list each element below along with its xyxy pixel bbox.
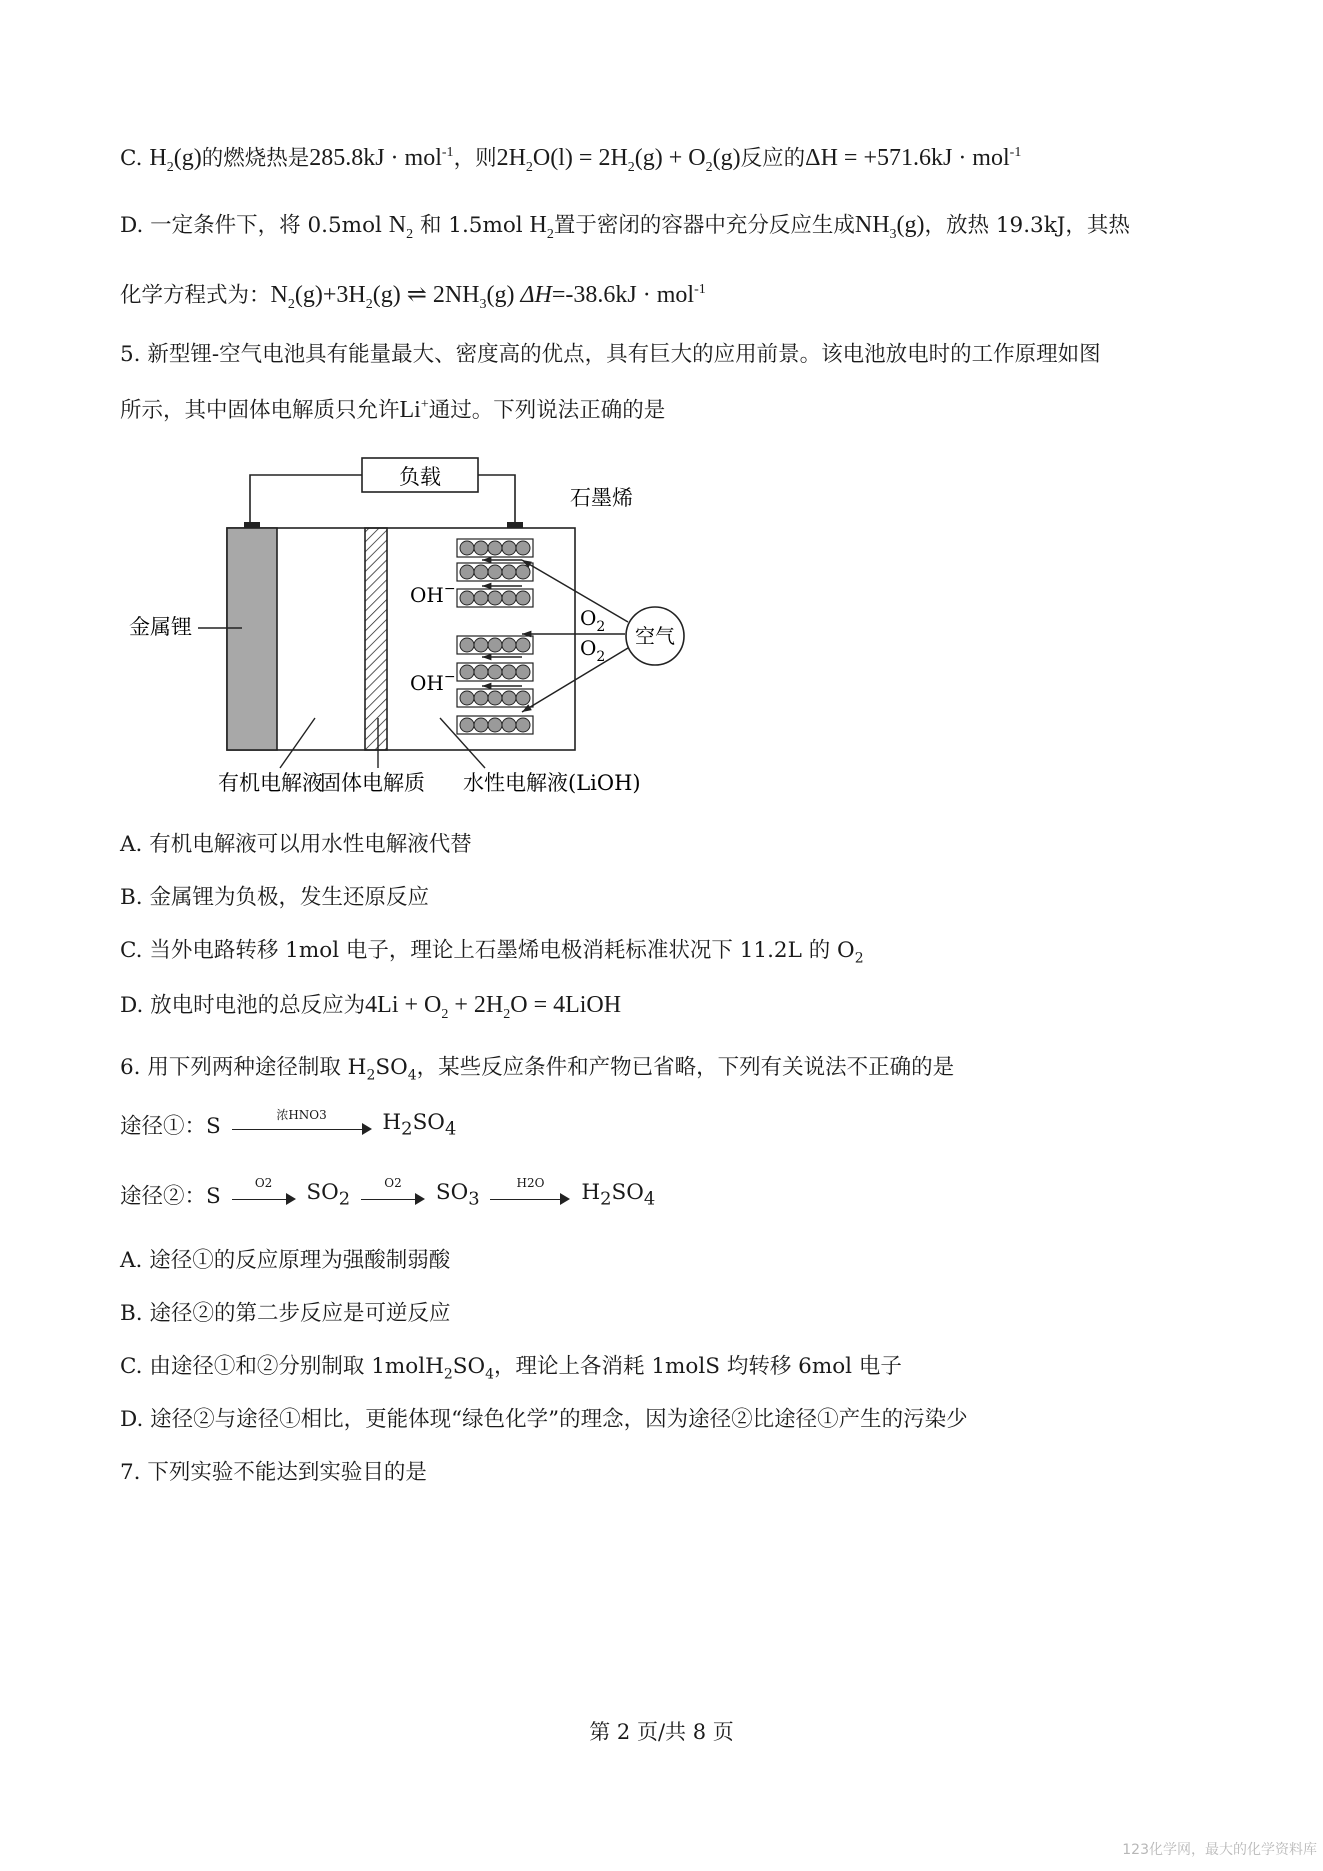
q5-option-a: A. 有机电解液可以用水性电解液代替 <box>120 832 472 857</box>
graphene-sphere <box>474 565 488 579</box>
q5-stem-line1: 5. 新型锂-空气电池具有能量最大、密度高的优点，具有巨大的应用前景。该电池放电时的工作原理如图 <box>120 342 1101 367</box>
equation: $2H_2O(l) = 2H_2(g) + O_2(g)$ <box>496 145 741 175</box>
page-number: 第 2 页/共 8 页 <box>589 1720 734 1744</box>
text: 一定条件下，将 0.5mol <box>150 213 382 238</box>
route-2 <box>120 1175 656 1210</box>
terminal-right <box>507 522 523 528</box>
organic-label: 有机电解液 <box>218 771 323 795</box>
q6-option-d: D. 途径②与途径①相比，更能体现“绿色化学”的理念，因为途径②比途径①产生的污染少 <box>120 1407 968 1432</box>
route-1-label: 途径①：S <box>120 1114 221 1139</box>
terminal-left <box>244 522 260 528</box>
nh3: $NH_3(g)$ <box>854 212 925 242</box>
graphene-sphere <box>460 638 474 652</box>
q6-option-a: A. 途径①的反应原理为强酸制弱酸 <box>120 1248 451 1273</box>
watermark: 123化学网，最大的化学资料库 <box>1122 1842 1317 1858</box>
graphene-sphere <box>488 541 502 555</box>
h2-formula: $H_2(g)$ <box>149 145 202 175</box>
graphene-sphere <box>488 691 502 705</box>
q6-stem: 6. 用下列两种途径制取 $H_2SO_4$，某些反应条件和产物已省略，下列有关说法不正确的是 <box>120 1055 955 1084</box>
graphene-sphere <box>516 665 530 679</box>
text: 和 1.5mol <box>419 213 523 238</box>
wire-left <box>250 475 362 522</box>
graphene-sphere <box>488 665 502 679</box>
graphene-sphere <box>502 665 516 679</box>
q4-option-c <box>120 146 1021 175</box>
route-2-arrow-2: O2 <box>361 1180 425 1210</box>
q5-option-b: B. 金属锂为负极，发生还原反应 <box>120 885 429 910</box>
graphene-sphere <box>460 541 474 555</box>
oh-label-2: OH− <box>410 669 456 695</box>
q5-option-d <box>120 993 621 1022</box>
text: D. 放电时电池的总反应为 <box>120 993 366 1018</box>
graphene-sphere <box>516 541 530 555</box>
graphene-sphere <box>502 591 516 605</box>
route-1 <box>120 1109 456 1140</box>
so3: $SO_3$ <box>435 1179 480 1210</box>
route-1-product: $H_2SO_4$ <box>382 1109 457 1140</box>
graphene-sphere <box>502 541 516 555</box>
metal-li-label: 金属锂 <box>129 615 192 639</box>
graphene-sphere <box>460 565 474 579</box>
graphene-sphere <box>488 718 502 732</box>
text: ，则 <box>453 146 497 171</box>
text: 通过。下列说法正确的是 <box>428 398 666 423</box>
lithium-electrode <box>227 528 277 750</box>
route-2-arrow-1: O2 <box>232 1180 296 1210</box>
battery-diagram <box>110 450 710 810</box>
condition: 浓HNO3 <box>276 1107 327 1122</box>
graphene-sphere <box>474 718 488 732</box>
text: 化学方程式为： <box>120 283 271 308</box>
q4-option-d-line2 <box>120 283 706 312</box>
solid-label: 固体电解质 <box>320 771 425 795</box>
air-label: 空气 <box>635 624 675 648</box>
graphene-sphere <box>488 638 502 652</box>
graphene-sphere <box>502 638 516 652</box>
text: 置于密闭的容器中充分反应生成 <box>553 213 855 238</box>
wire-right <box>478 475 515 522</box>
graphene-sphere <box>516 691 530 705</box>
enthalpy: ΔH = +571.6kJ · mol$^{-1}$ <box>805 145 1022 171</box>
graphene-sphere <box>460 591 474 605</box>
option-label: D. <box>120 213 144 238</box>
overall-reaction: $4Li + O_2 + 2H_2O$ = 4LiOH <box>365 992 622 1022</box>
o2-label-1: $O_2$ <box>580 606 606 635</box>
n2: $N_2$ <box>388 212 414 242</box>
graphene-sphere <box>474 638 488 652</box>
graphene-label: 石墨烯 <box>570 486 633 510</box>
option-label: C. <box>120 146 143 171</box>
graphene-sphere <box>474 541 488 555</box>
aqueous-label: 水性电解液(LiOH) <box>463 771 641 795</box>
h2so4: $H_2SO_4$ <box>581 1179 656 1210</box>
value: 285.8kJ · mol$^{-1}$ <box>309 145 454 171</box>
graphene-sphere <box>516 718 530 732</box>
graphene-sphere <box>460 718 474 732</box>
route-2-arrow-3: H2O <box>490 1180 570 1210</box>
q4-option-d <box>120 213 1130 242</box>
graphene-sphere <box>474 591 488 605</box>
graphene-sphere <box>516 591 530 605</box>
q6-option-c: C. 由途径①和②分别制取 $1molH_2SO_4$，理论上各消耗 1molS 均转移 6mol 电子 <box>120 1354 902 1383</box>
graphene-sphere <box>502 565 516 579</box>
graphene-sphere <box>502 691 516 705</box>
text: 所示，其中固体电解质只允许 <box>120 398 400 423</box>
graphene-sphere <box>460 691 474 705</box>
text: 的燃烧热是 <box>201 146 310 171</box>
text: 反应的 <box>740 146 806 171</box>
graphene-sphere <box>516 638 530 652</box>
load-label: 负载 <box>399 465 441 489</box>
graphene-sphere <box>460 665 474 679</box>
solid-electrolyte <box>365 528 387 750</box>
q7-stem: 7. 下列实验不能达到实验目的是 <box>120 1460 427 1485</box>
q5-stem-line2 <box>120 398 665 422</box>
q5-option-c: C. 当外电路转移 1mol 电子，理论上石墨烯电极消耗标准状况下 11.2L 的 $O_2$ <box>120 938 864 967</box>
graphene-sphere <box>474 665 488 679</box>
graphene-sphere <box>474 691 488 705</box>
so2: $SO_2$ <box>306 1179 351 1210</box>
graphene-sphere <box>488 565 502 579</box>
thermo-equation: $N_2(g)+3H_2(g)$ ⇌ $2NH_3(g) \Delta H=-38.6kJ \cdot mol^{-1}$ <box>270 282 706 312</box>
text: C. 当外电路转移 1mol 电子，理论上石墨烯电极消耗标准状况下 11.2L 的 O <box>120 938 855 963</box>
oh-label-1: OH− <box>410 581 456 607</box>
route-1-arrow <box>232 1107 372 1140</box>
graphene-electrode <box>457 539 533 734</box>
text: ，放热 19.3kJ，其热 <box>924 213 1130 238</box>
h2: $H_2$ <box>529 212 554 242</box>
route-2-label: 途径②：S <box>120 1184 221 1209</box>
graphene-sphere <box>488 591 502 605</box>
o2-label-2: $O_2$ <box>580 636 606 665</box>
graphene-sphere <box>502 718 516 732</box>
q6-option-b: B. 途径②的第二步反应是可逆反应 <box>120 1301 451 1326</box>
li-ion: Li+ <box>399 397 429 423</box>
